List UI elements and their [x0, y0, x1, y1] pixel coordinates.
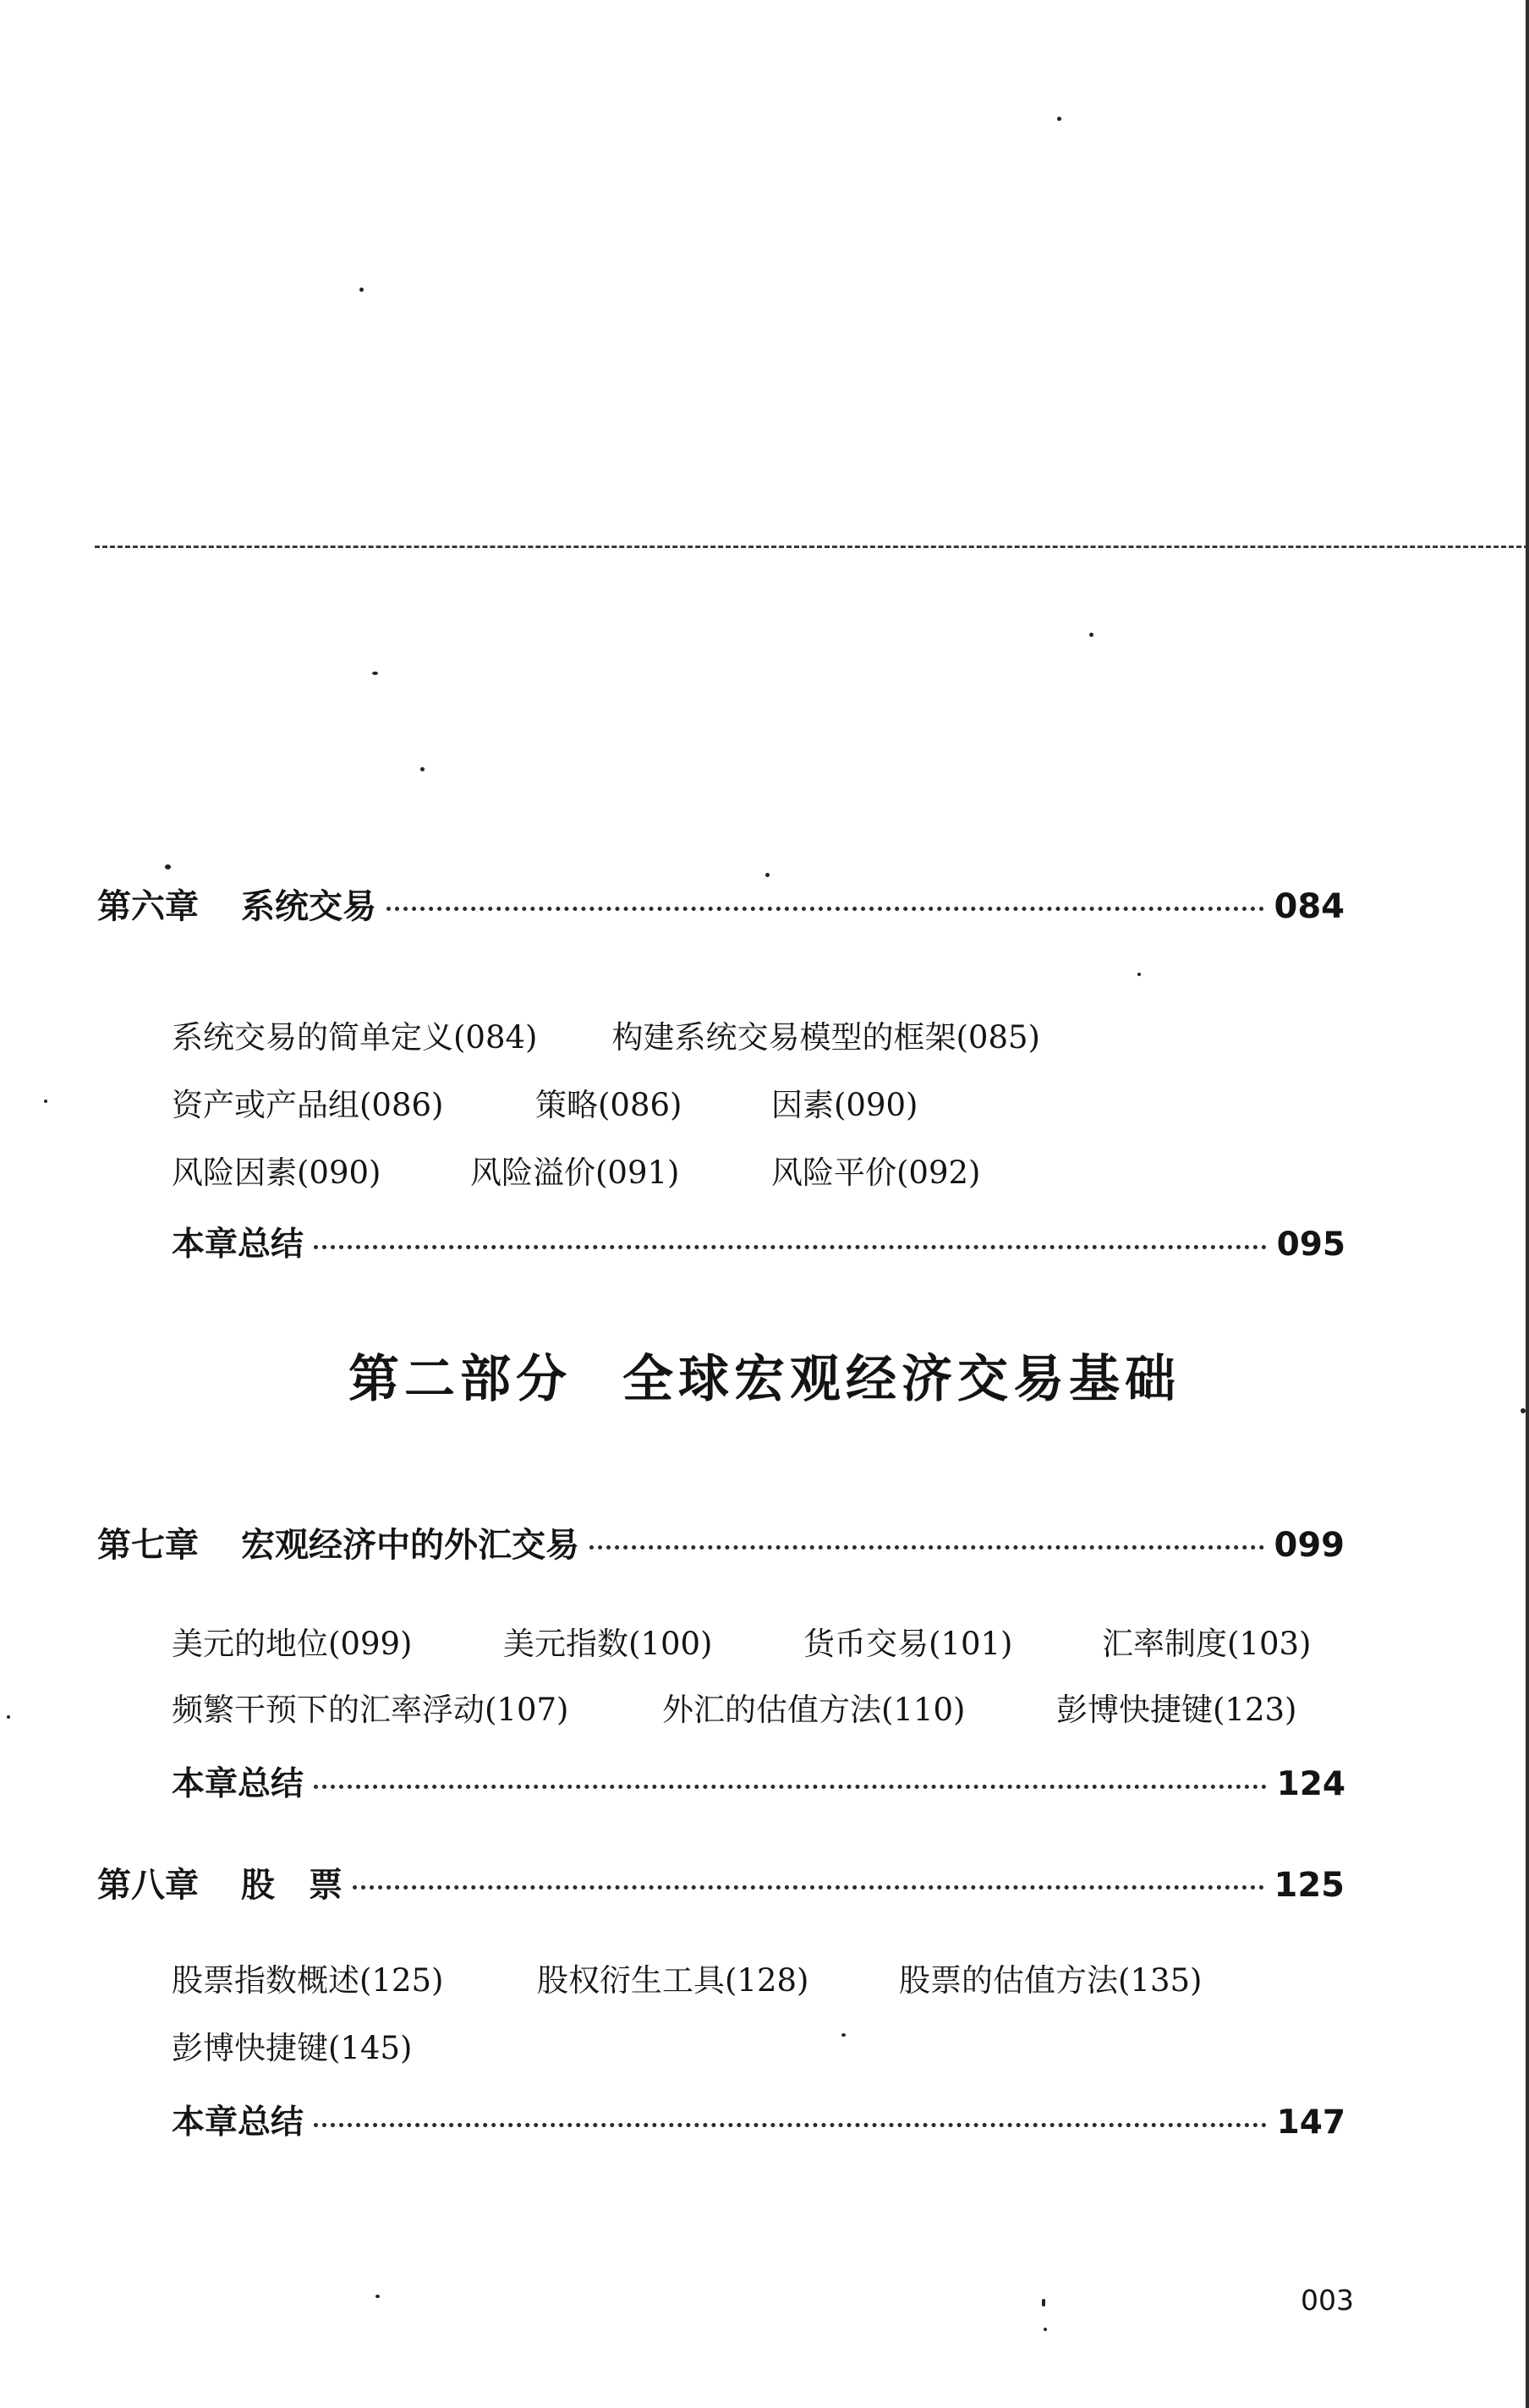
part-heading	[0, 1339, 1529, 1412]
scan-speck	[1521, 1408, 1526, 1413]
toc-topic-line	[172, 1155, 981, 1191]
toc-chapter-6[interactable]	[97, 880, 1345, 928]
toc-topic-line	[172, 1626, 1312, 1662]
toc-summary-ch7[interactable]	[172, 1758, 1345, 1805]
scan-speck	[1057, 117, 1061, 121]
toc-topic-line	[172, 1692, 1297, 1728]
toc-chapter-7[interactable]	[97, 1518, 1345, 1566]
summary-label: 本章总结	[172, 2104, 304, 2142]
scan-speck	[44, 1100, 47, 1103]
dot-leader	[314, 1245, 1267, 1249]
toc-chapter-8[interactable]	[97, 1858, 1345, 1906]
scan-speck	[1089, 633, 1093, 637]
dot-leader	[589, 1545, 1264, 1550]
toc-topic[interactable]: 系统交易的简单定义(084)	[172, 1019, 538, 1056]
toc-topic[interactable]: 股权衍生工具(128)	[537, 1962, 809, 1999]
dot-leader	[386, 907, 1264, 911]
scan-speck	[372, 672, 378, 675]
scan-speck	[7, 1715, 10, 1719]
scan-speck	[1137, 973, 1141, 976]
part-number: 第二部分	[348, 1350, 572, 1409]
toc-topic[interactable]: 股票的估值方法(135)	[899, 1962, 1203, 1999]
scan-speck	[375, 2295, 380, 2298]
toc-topic[interactable]: 外汇的估值方法(110)	[662, 1692, 966, 1728]
dot-leader	[314, 2123, 1267, 2127]
toc-topic-line	[172, 1019, 1040, 1056]
chapter-title: 股 票	[241, 1866, 343, 1905]
toc-topic[interactable]: 汇率制度(103)	[1102, 1626, 1312, 1662]
toc-topic[interactable]: 策略(086)	[535, 1087, 682, 1123]
toc-summary-ch6[interactable]	[172, 1218, 1345, 1265]
toc-summary-ch8[interactable]	[172, 2096, 1345, 2143]
toc-topic[interactable]: 频繁干预下的汇率浮动(107)	[172, 1692, 569, 1728]
part-title: 全球宏观经济交易基础	[622, 1350, 1181, 1409]
summary-page: 124	[1276, 1765, 1345, 1803]
scan-speck	[359, 288, 364, 292]
toc-topic[interactable]: 因素(090)	[771, 1087, 918, 1123]
summary-page: 095	[1276, 1226, 1345, 1264]
chapter-page: 099	[1274, 1526, 1345, 1565]
scan-speck	[765, 873, 770, 877]
chapter-title: 宏观经济中的外汇交易	[241, 1526, 579, 1565]
scan-speck	[165, 864, 171, 869]
toc-topic[interactable]: 风险溢价(091)	[470, 1155, 680, 1191]
toc-topic[interactable]: 美元指数(100)	[503, 1626, 713, 1662]
scan-speck	[420, 767, 425, 771]
chapter-number: 第六章	[97, 887, 199, 926]
toc-topic[interactable]: 风险平价(092)	[771, 1155, 981, 1191]
toc-topic[interactable]: 彭博快捷键(123)	[1056, 1692, 1297, 1728]
dot-leader	[353, 1885, 1264, 1890]
chapter-number: 第七章	[97, 1526, 199, 1565]
page-number: 003	[1301, 2284, 1354, 2317]
toc-topic[interactable]: 彭博快捷键(145)	[172, 2030, 413, 2066]
scan-speck	[1044, 2328, 1047, 2331]
dot-leader	[314, 1785, 1267, 1789]
scan-speck	[841, 2033, 846, 2037]
chapter-page: 125	[1274, 1866, 1345, 1905]
dashed-cut-line	[95, 546, 1529, 548]
toc-topic[interactable]: 构建系统交易模型的框架(085)	[611, 1019, 1040, 1056]
toc-topic[interactable]: 风险因素(090)	[172, 1155, 381, 1191]
toc-topic-line	[172, 1089, 918, 1121]
chapter-page: 084	[1274, 887, 1345, 926]
page-edge-shadow	[1526, 0, 1529, 2408]
toc-topic-line	[172, 2032, 413, 2064]
toc-topic[interactable]: 资产或产品组(086)	[172, 1087, 444, 1123]
summary-label: 本章总结	[172, 1226, 304, 1264]
toc-topic[interactable]: 美元的地位(099)	[172, 1626, 413, 1662]
toc-topic-line	[172, 1962, 1203, 1999]
scan-speck	[1042, 2299, 1045, 2307]
toc-topic[interactable]: 股票指数概述(125)	[172, 1962, 444, 1999]
chapter-number: 第八章	[97, 1866, 199, 1905]
summary-page: 147	[1276, 2104, 1345, 2142]
chapter-title: 系统交易	[241, 887, 376, 926]
toc-topic[interactable]: 货币交易(101)	[803, 1626, 1013, 1662]
summary-label: 本章总结	[172, 1765, 304, 1803]
